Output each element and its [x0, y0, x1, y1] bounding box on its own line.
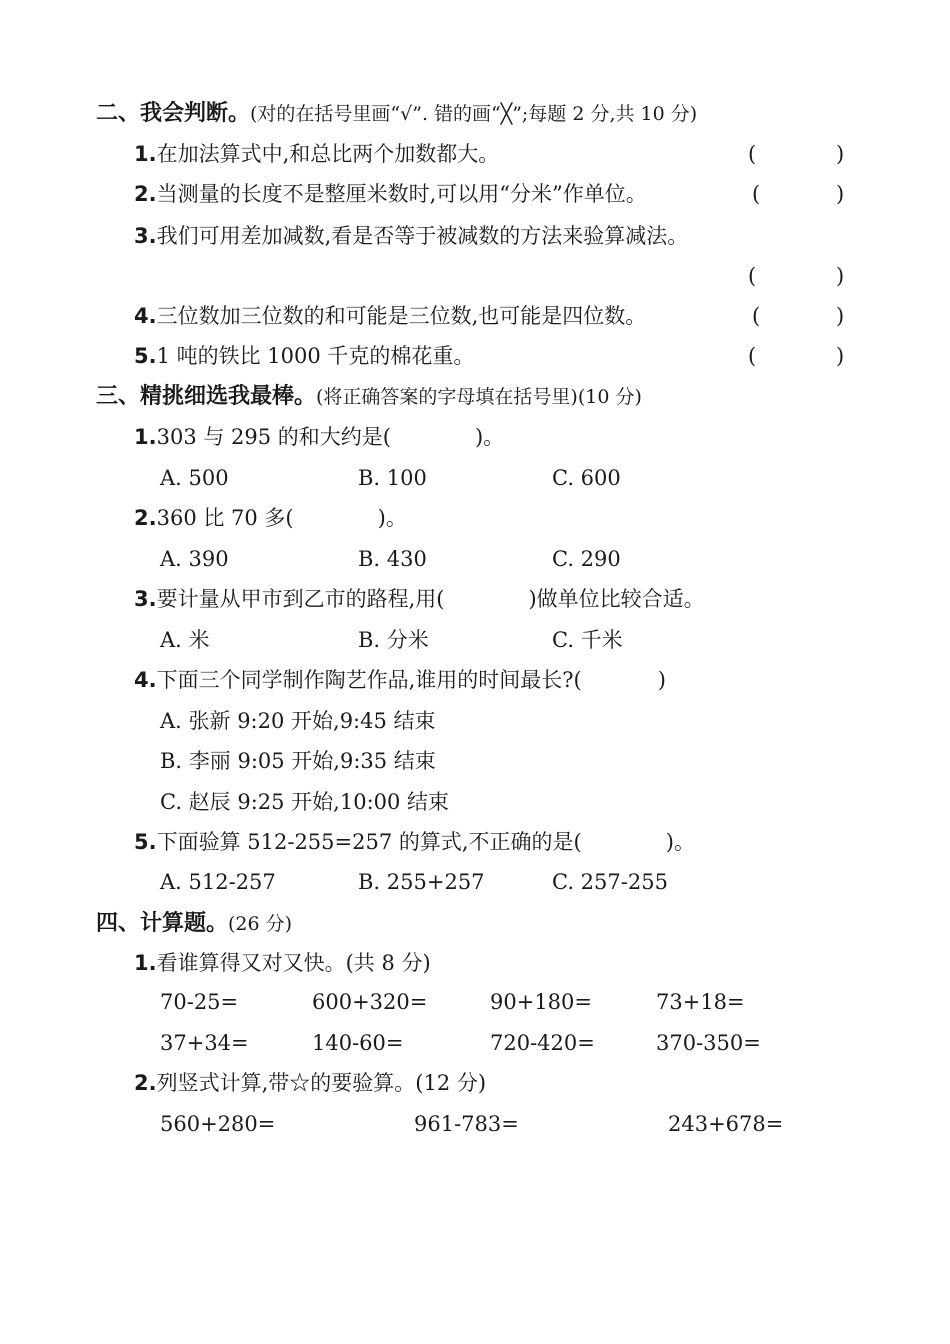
answer-paren-open[interactable]: (: [752, 304, 761, 328]
choice-question-1: [134, 427, 504, 448]
option-a: A. 500: [160, 466, 229, 490]
section-3-title: 三、精挑细选我最棒。: [96, 384, 317, 409]
question-text: 列竖式计算,带☆的要验算。(12 分): [156, 1071, 487, 1095]
option-c: C. 千米: [552, 628, 623, 652]
question-number: 4.: [134, 668, 157, 692]
option-a: A. 米: [160, 628, 210, 652]
option-a: A. 512-257: [160, 870, 276, 894]
option-c: C. 257-255: [552, 870, 668, 894]
choice-question-4: [134, 670, 666, 691]
section-2-heading: [96, 103, 697, 125]
judge-item-4: [134, 306, 646, 327]
choice-question-5: [134, 832, 695, 853]
calc-expression: 243+678=: [668, 1112, 784, 1136]
item-text: 在加法算式中,和总比两个加数都大。: [156, 142, 500, 166]
item-text: 当测量的长度不是整厘米数时,可以用“分米”作单位。: [156, 182, 647, 206]
question-text-end: ): [657, 668, 666, 692]
item-text: 三位数加三位数的和可能是三位数,也可能是四位数。: [156, 304, 647, 328]
question-text: 303 与 295 的和大约是(: [156, 425, 391, 449]
calc-expression: 37+34=: [160, 1031, 249, 1055]
choice-question-3: [134, 589, 705, 610]
option-b: B. 255+257: [358, 870, 485, 894]
answer-paren-close: ): [836, 264, 845, 288]
answer-paren-open[interactable]: (: [748, 142, 757, 166]
option-b: B. 分米: [358, 628, 429, 652]
question-text: 看谁算得又对又快。(共 8 分): [156, 951, 431, 975]
choice-question-2: [134, 508, 407, 529]
answer-paren-open[interactable]: (: [748, 344, 757, 368]
section-4-note: (26 分): [228, 913, 293, 935]
option-b: B. 100: [358, 466, 427, 490]
calc-expression: 90+180=: [490, 990, 592, 1014]
question-number: 3.: [134, 587, 157, 611]
section-2-title: 二、我会判断。: [96, 101, 251, 126]
judge-item-2: [134, 184, 647, 205]
calc-question-2: [134, 1073, 486, 1094]
item-number: 3.: [134, 224, 157, 248]
answer-paren-close: ): [836, 304, 845, 328]
option-c: C. 290: [552, 547, 621, 571]
answer-paren-close: ): [836, 142, 845, 166]
question-text: 360 比 70 多(: [156, 506, 294, 530]
option-b: B. 430: [358, 547, 427, 571]
calc-expression: 73+18=: [656, 990, 745, 1014]
option-a: A. 张新 9:20 开始,9:45 结束: [160, 709, 436, 733]
question-text-end: )。: [377, 506, 407, 530]
section-3-heading: [96, 386, 642, 408]
calc-expression: 70-25=: [160, 990, 239, 1014]
section-3-note: (将正确答案的字母填在括号里)(10 分): [316, 386, 642, 408]
question-number: 5.: [134, 830, 157, 854]
question-text-end: )。: [474, 425, 505, 449]
question-text: 要计量从甲市到乙市的路程,用(: [156, 587, 445, 611]
answer-paren-open[interactable]: (: [752, 182, 761, 206]
calc-expression: 720-420=: [490, 1031, 595, 1055]
judge-item-5: [134, 346, 474, 367]
option-a: A. 390: [160, 547, 229, 571]
answer-paren-close: ): [836, 344, 845, 368]
question-text: 下面验算 512-255=257 的算式,不正确的是(: [156, 830, 582, 854]
section-2-note: (对的在括号里画“√”. 错的画“╳”;每题 2 分,共 10 分): [250, 103, 698, 125]
question-number: 2.: [134, 1071, 157, 1095]
section-4-heading: [96, 913, 292, 935]
question-text: 下面三个同学制作陶艺作品,谁用的时间最长?(: [156, 668, 582, 692]
option-b: B. 李丽 9:05 开始,9:35 结束: [160, 749, 436, 773]
calc-expression: 370-350=: [656, 1031, 761, 1055]
answer-paren-close: ): [836, 182, 845, 206]
calc-expression: 961-783=: [414, 1112, 519, 1136]
answer-paren-open[interactable]: (: [748, 264, 757, 288]
item-text: 我们可用差加减数,看是否等于被减数的方法来验算减法。: [156, 224, 689, 248]
option-c: C. 赵辰 9:25 开始,10:00 结束: [160, 790, 450, 814]
item-text: 1 吨的铁比 1000 千克的棉花重。: [156, 344, 475, 368]
calc-expression: 560+280=: [160, 1112, 276, 1136]
question-text-end: )做单位比较合适。: [528, 587, 705, 611]
item-number: 1.: [134, 142, 157, 166]
calc-question-1: [134, 953, 431, 974]
section-4-title: 四、计算题。: [96, 911, 229, 936]
item-number: 4.: [134, 304, 157, 328]
option-c: C. 600: [552, 466, 621, 490]
judge-item-1: [134, 144, 499, 165]
question-text-end: )。: [665, 830, 695, 854]
question-number: 2.: [134, 506, 157, 530]
calc-expression: 140-60=: [312, 1031, 404, 1055]
item-number: 2.: [134, 182, 157, 206]
judge-item-3: [134, 226, 688, 247]
item-number: 5.: [134, 344, 157, 368]
calc-expression: 600+320=: [312, 990, 428, 1014]
question-number: 1.: [134, 951, 157, 975]
question-number: 1.: [134, 425, 157, 449]
